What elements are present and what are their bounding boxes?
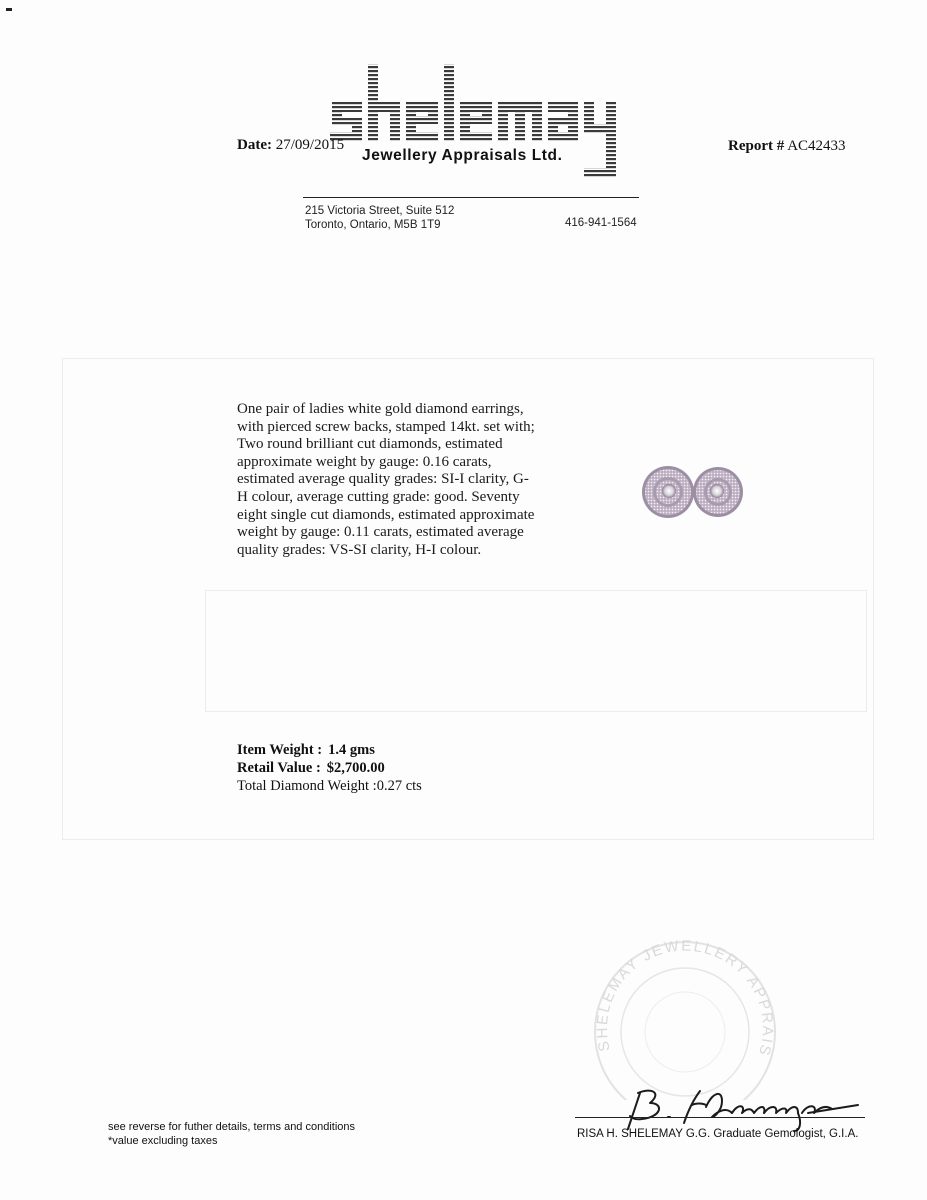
footer-note-taxes: *value excluding taxes (108, 1134, 218, 1147)
retail-value-row (237, 759, 422, 777)
embossed-seal (590, 940, 780, 1100)
item-weight-label: Item Weight : (237, 742, 323, 758)
description-line: estimated average quality grades: SI-I clarity, G- (237, 471, 529, 488)
total-diamond-weight: Total Diamond Weight :0.27 cts (237, 778, 422, 794)
left-earring (642, 466, 694, 518)
item-weight-row (237, 741, 422, 759)
retail-value-label: Retail Value : (237, 760, 321, 776)
report-number (728, 138, 846, 155)
date-label: Date: (237, 137, 272, 153)
company-address (305, 204, 454, 232)
seal-text: SHELEMAY JEWELLERY APPRAIS (593, 940, 777, 1059)
scan-mark (6, 8, 12, 11)
footer-note-terms: see reverse for futher details, terms and conditions (108, 1121, 356, 1133)
right-earring (693, 467, 743, 517)
address-line-1: 215 Victoria Street, Suite 512 (305, 205, 455, 217)
appraisal-summary (237, 741, 422, 795)
description-line: with pierced screw backs, stamped 14kt. set with; (237, 418, 535, 435)
item-weight-value: 1.4 gms (328, 742, 375, 758)
signature-line (575, 1117, 865, 1118)
handwritten-signature (622, 1083, 867, 1133)
description-line: H colour, average cutting grade: good. Seventy (237, 488, 520, 505)
description-line: One pair of ladies white gold diamond earrings, (237, 401, 524, 417)
company-phone: 416-941-1564 (565, 217, 637, 229)
retail-value-value: $2,700.00 (326, 760, 385, 776)
address-line-2: Toronto, Ontario, M5B 1T9 (305, 219, 441, 231)
report-date (237, 137, 344, 154)
signer-name: RISA H. SHELEMAY G.G. Graduate Gemologist, G.I.A. (577, 1128, 859, 1140)
footer-notes (108, 1121, 355, 1148)
description-line: Two round brilliant cut diamonds, estimated (237, 436, 503, 453)
scan-ghost-frame-inner (205, 590, 867, 712)
date-value: 27/09/2015 (275, 137, 345, 153)
description-line: eight single cut diamonds, estimated approximate (237, 506, 535, 523)
report-value: AC42433 (787, 138, 846, 154)
description-line: quality grades: VS-SI clarity, H-I colour. (237, 541, 482, 558)
header-divider (303, 197, 639, 198)
diamond-earrings-photo (632, 460, 752, 524)
company-name: Jewellery Appraisals Ltd. (362, 147, 563, 164)
description-line: approximate weight by gauge: 0.16 carats, (237, 453, 492, 470)
report-label: Report # (728, 138, 785, 154)
description-line: weight by gauge: 0.11 carats, estimated average (237, 524, 524, 541)
item-description (237, 401, 567, 559)
